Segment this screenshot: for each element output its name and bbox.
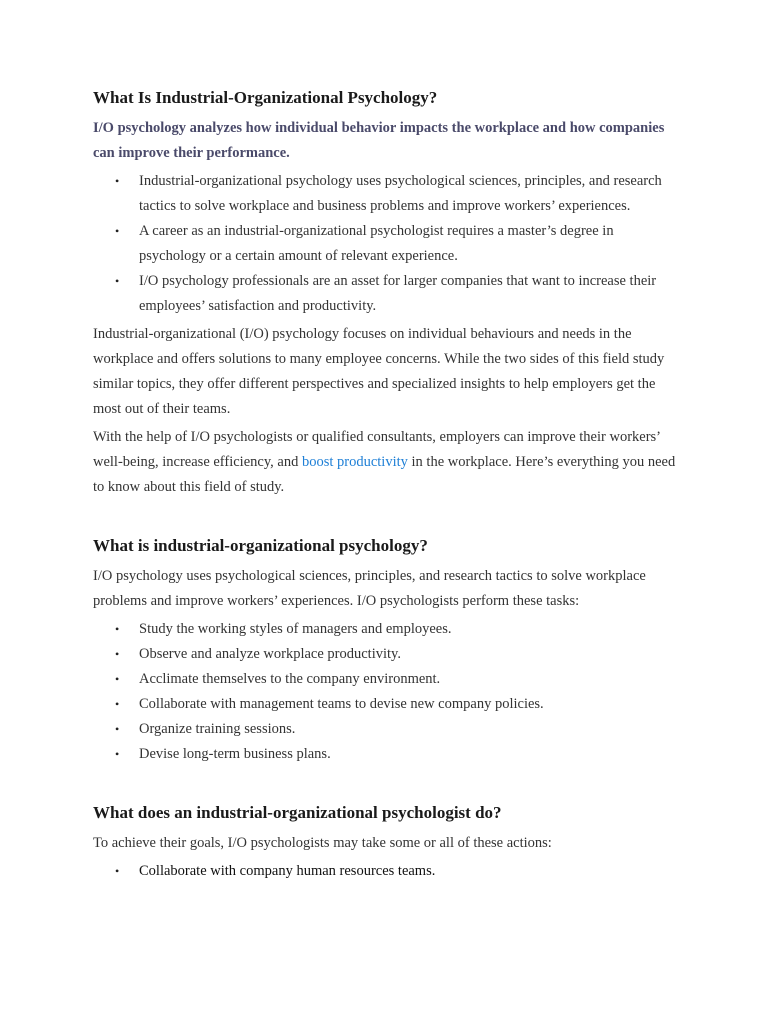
list-item [93,742,683,767]
section-heading: What does an industrial-organizational psychologist do? [93,803,502,822]
bullet-icon: • [115,697,120,711]
task-text: Organize training sessions. [139,721,296,737]
actions-list [93,859,683,884]
task-text: Devise long-term business plans. [139,746,331,762]
key-points-list [93,169,683,319]
bullet-icon: • [115,224,120,238]
list-item [93,169,683,219]
list-item [93,219,683,269]
paragraph-text: in the workplace. Here’s everything you need to know about this field of study. [93,454,676,495]
tasks-list [93,617,683,767]
bullet-icon: • [115,622,120,636]
action-text: Collaborate with company human resources teams. [139,863,436,879]
intro-paragraph-with-link [93,425,683,500]
section-spacer [93,770,683,801]
section-paragraph: I/O psychology uses psychological sciences, principles, and research tactics to solve workplace problems and improve workers’ experiences. I/O psychologists perform these tasks: [93,568,646,609]
list-item [93,717,683,742]
key-point-text: I/O psychology professionals are an asset for larger companies that want to increase their employees’ satisfaction and productivity. [139,273,657,314]
article [93,86,683,887]
intro-paragraph: Industrial-organizational (I/O) psychology focuses on individual behaviours and needs in the workplace and offers solutions to many employee concerns. While the two sides of this field study similar topics, they offer different perspectives and specialized insights to help employers get the most out of their teams. [93,326,665,417]
bullet-icon: • [115,864,120,878]
key-point-text: Industrial-organizational psychology uses psychological sciences, principles, and research tactics to solve workplace and business problems and improve workers’ experiences. [139,173,662,214]
task-text: Observe and analyze workplace productivity. [139,646,401,662]
list-item [93,642,683,667]
bullet-icon: • [115,274,120,288]
paragraph-text: With the help of I/O psychologists or qualified consultants, employers can improve their workers’ well-being, increase efficiency, and [93,429,660,470]
bullet-icon: • [115,672,120,686]
list-item [93,692,683,717]
key-point-text: A career as an industrial-organizational psychologist requires a master’s degree in psychology or a certain amount of relevant experience. [139,223,614,264]
bullet-icon: • [115,647,120,661]
article-subtitle: I/O psychology analyzes how individual behavior impacts the workplace and how companies can improve their performance. [93,120,665,161]
task-text: Study the working styles of managers and employees. [139,621,452,637]
section-spacer [93,503,683,534]
article-title: What Is Industrial-Organizational Psychology? [93,88,438,107]
task-text: Acclimate themselves to the company environment. [139,671,441,687]
task-text: Collaborate with management teams to devise new company policies. [139,696,544,712]
bullet-icon: • [115,174,120,188]
list-item [93,667,683,692]
list-item [93,859,683,884]
bullet-icon: • [115,747,120,761]
list-item [93,617,683,642]
list-item [93,269,683,319]
bullet-icon: • [115,722,120,736]
section-paragraph: To achieve their goals, I/O psychologists may take some or all of these actions: [93,835,552,851]
boost-productivity-link[interactable]: boost productivity [301,454,408,470]
section-heading: What is industrial-organizational psychology? [93,536,428,555]
